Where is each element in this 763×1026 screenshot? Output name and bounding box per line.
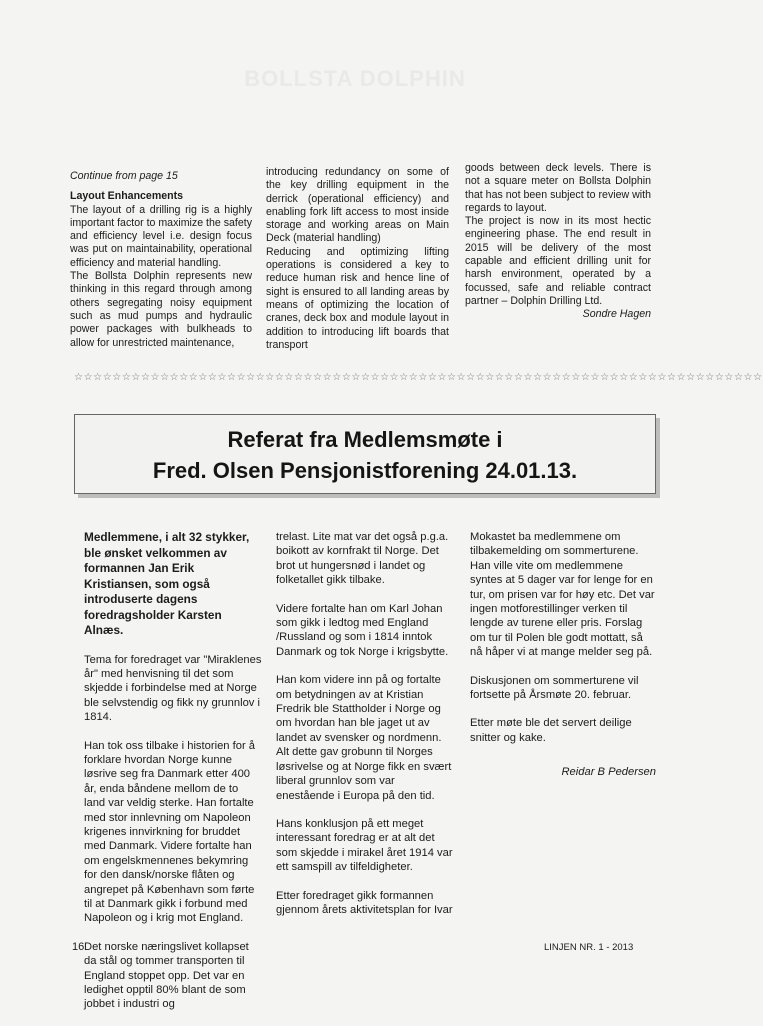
top-column-1 — [70, 170, 252, 350]
top-column-3 — [465, 162, 651, 322]
article-paragraph: Diskusjonen om sommerturene vil fortsette på Årsmøte 20. februar. — [470, 674, 639, 702]
section-heading: Layout Enhancements — [70, 190, 184, 203]
ghost-header-text: BOLLSTA DOLPHIN — [244, 66, 466, 91]
star-divider: ☆☆☆☆☆☆☆☆☆☆☆☆☆☆☆☆☆☆☆☆☆☆☆☆☆☆☆☆☆☆☆☆☆☆☆☆☆☆☆☆☆☆☆☆☆☆☆☆☆☆☆☆☆☆☆☆☆☆☆☆☆☆☆☆☆☆☆☆☆☆☆☆ — [74, 372, 763, 383]
article-paragraph: Tema for foredraget var "Miraklenes år" med henvisning til det som skjedde i forbindelse med at Norge ble selvstendig og fikk ny grunnlov i 1814. — [84, 653, 262, 724]
article-lead: Medlemmene, i alt 32 stykker, ble ønsket velkommen av formannen Jan Erik Kristiansen, som også introduserte dagens foredragsholder Karsten Alnæs. — [84, 530, 250, 637]
article-paragraph: Mokastet ba medlemmene om tilbakemelding om sommerturene. Han ville vite om medlemmene syntes at 5 dager var for lenge for en tur, om prisen var for høy etc. Det var ingen motforestillinger verken til lengde av turene eller pris. Forslag om tur til Polen ble godt mottatt, så nå håper vi at mange melder seg på. — [470, 531, 655, 659]
article-paragraph: trelast. Lite mat var det også p.g.a. boikott av kornfrakt til Norge. Det brot ut hungersnød i landet og folketallet gikk tilbake. — [276, 531, 449, 587]
top-col3-text: goods between deck levels. There is not a square meter on Bollsta Dolphin that has not been subject to review with regards to layout. The project is now in its most hectic engineering phase. The end result in 2015 will be delivery of the most capable and efficient drilling unit for harsh environment, operated by a focussed, safe and reliable contract partner – Dolphin Drilling Ltd. — [465, 162, 651, 307]
article-column-2 — [276, 530, 454, 931]
headline-box — [74, 414, 656, 494]
article-paragraph: Etter foredraget gikk formannen gjennom årets aktivitetsplan for Ivar — [276, 889, 453, 916]
article-paragraph: Videre fortalte han om Karl Johan som gikk i ledtog med England /Russland og som i 1814 inntok Danmark og tok Norge i krigsbytte. — [276, 602, 449, 658]
headline-title — [75, 424, 655, 486]
continue-note: Continue from page 15 — [70, 170, 178, 182]
article-signature: Reidar B Pedersen — [561, 766, 656, 779]
article-column-1 — [84, 530, 262, 1026]
article-paragraph: Det norske næringslivet kollapset da stål og tommer transporten til England stoppet opp. Det var en ledighet opptil 80% blant de som jobbet i industri og — [84, 940, 249, 1011]
article-column-3 — [470, 530, 656, 794]
top-col1-text: The layout of a drilling rig is a highly important factor to maximize the safety and efficiency level i.e. design focus was put on maintainability, operational efficiency and material handling. The Bollsta Dolphin represents new thinking in this regard through among others segregating noisy equipment such as mud pumps and hydraulic power packages with bulkheads to allow for unrestricted maintenance, — [70, 203, 252, 349]
top-signature: Sondre Hagen — [582, 308, 651, 321]
publication-footer: LINJEN NR. 1 - 2013 — [544, 942, 634, 953]
top-column-2 — [266, 166, 449, 352]
top-col2-text: introducing redundancy on some of the key drilling equipment in the derrick (operational efficiency) and enabling fork lift access to most inside storage and working areas on Main Deck (material handling) Reducing and optimizing lifting operations is considered a key to reduce human risk and hence line of sight is ensured to all landing areas by means of optimizing the location of cranes, deck box and module layout in addition to introducing lift boards that transport — [266, 166, 449, 351]
page-number: 16 — [72, 941, 85, 953]
article-paragraph: Han kom videre inn på og fortalte om betydningen av at Kristian Fredrik ble Stattholder i Norge og om hvordan han ble jaget ut av landet av svensker og nordmenn. Alt dette gav grobunn til Norges løsrivelse og at Norge fikk en svært liberal grunnlov som var enestående i Europa på den tid. — [276, 674, 452, 802]
article-paragraph: Hans konklusjon på ett meget interessant foredrag er at alt det som skjedde i mirakel året 1914 var ett samspill av tilfeldigheter. — [276, 817, 453, 874]
headline-line-2: Fred. Olsen Pensjonistforening 24.01.13. — [152, 458, 578, 483]
article-paragraph: Han tok oss tilbake i historien for å forklare hvordan Norge kunne løsrive seg fra Danmark etter 400 år, enda båndene mellom de to land var veldig sterke. Han fortalte med stor innlevning om Napoleon krigenes innvirkning for bruddet med Danmark. Videre fortalte han om engelskmennenes bekymring for den dansk/norske flåten og angrepet på København som førte til at Danmark gikk i forbund med Napoleon og i krig mot England. — [84, 739, 256, 925]
headline-line-1: Referat fra Medlemsmøte i — [227, 427, 503, 452]
article-paragraph: Etter møte ble det servert deilige snitter og kake. — [470, 717, 632, 744]
